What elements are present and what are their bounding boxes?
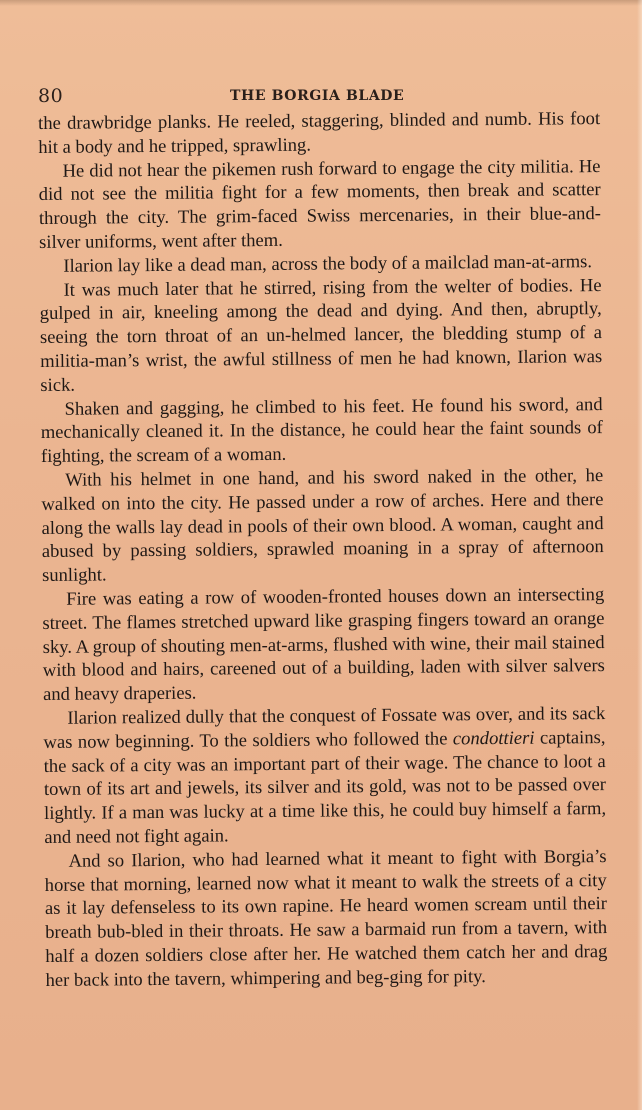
body-text (38, 107, 608, 992)
paragraph-stirred: It was much later that he stirred, rising from the welter of bodies. He gulped in air, kneeling among the dead and dying. And then, abruptly, seeing the torn throat of an un-helmed lancer, the bledding stump of a militia-man’s wrist, the awful stillness of men he had known, Ilarion was sick. (39, 274, 603, 396)
paragraph-and-so: And so Ilarion, who had learned what it meant to fight with Borgia’s horse that morning, learned now what it meant to walk the streets of a city as it lay defenseless to its own rapine. He heard women scream until their breath bub-bled in their throats. He saw a barmaid run from a tavern, with half a dozen soldiers close after her. He watched them catch her and drag her back into the tavern, whimpering and beg-ging for pity. (44, 845, 608, 991)
paragraph-drawbridge: the drawbridge planks. He reeled, staggering, blinded and numb. His foot hit a body and he tripped, sprawling. (38, 108, 601, 158)
page-top-shadow (0, 0, 642, 6)
conquest-text-after: captains, the sack of a city was an important part of their wage. The chance to loot a town of its art and jewels, its silver and its gold, was not to be passed over lightly. If a man was lucky at a time like this, he could buy himself a farm, and need not fight again. (43, 726, 607, 848)
paragraph-helmet: With his helmet in one hand, and his sword naked in the other, he walked on into the city. He passed under a row of arches. Here and there along the walls lay dead in pools of their own blood. A woman, caught and abused by passing soldiers, sprawled moaning in a spray of afternoon sunlight. (41, 465, 604, 587)
page-number: 80 (38, 85, 64, 107)
paragraph-conquest (43, 702, 606, 850)
paragraph-shaken: Shaken and gagging, he climbed to his feet. He found his sword, and mechanically cleaned it. In the distance, he could hear the faint sounds of fighting, the scream of a woman. (40, 393, 603, 468)
paragraph-dead-man: Ilarion lay like a dead man, across the body of a mailclad man-at-arms. (63, 250, 593, 277)
page-right-edge (637, 0, 642, 1110)
conquest-text-italic: condottieri (452, 727, 535, 750)
conquest-text-before: Ilarion realized dully that the conquest of Fossate was over, and its sack was now beginning. To the soldiers who followed the (43, 702, 606, 753)
paragraph-pikemen: He did not hear the pikemen rush forward to engage the city militia. He did not see the militia fight for a few moments, then break and scatter through the city. The grim-faced Swiss mercenaries, in their blue-and-silver uniforms, went after them. (38, 155, 602, 253)
running-head: THE BORGIA BLADE (230, 88, 405, 104)
paragraph-fire: Fire was eating a row of wooden-fronted houses down an intersecting street. The flames stretched upward like grasping fingers toward an orange sky. A group of shouting men-at-arms, flushed with wine, their mail stained with blood and hairs, careened out of a building, laden with silver salvers and heavy draperies. (42, 584, 605, 706)
